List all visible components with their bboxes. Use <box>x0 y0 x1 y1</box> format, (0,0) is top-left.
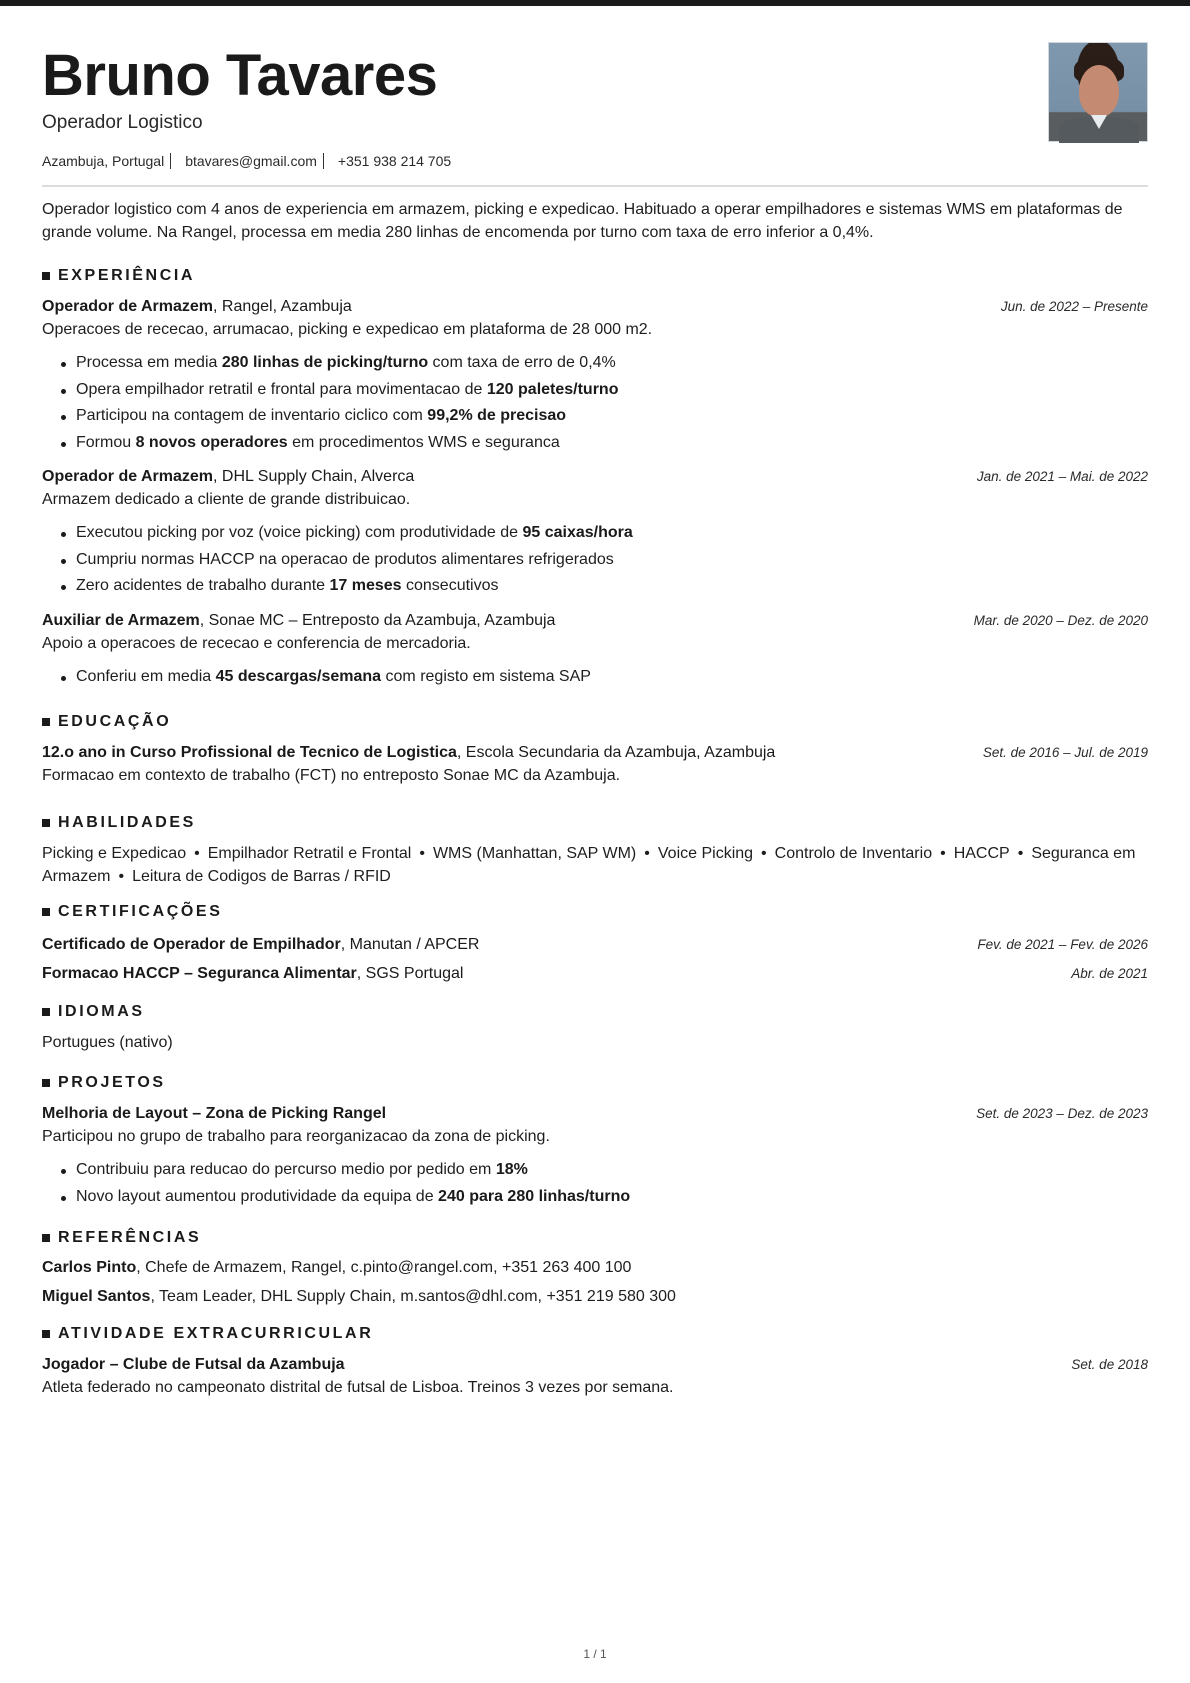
job-date: Jun. de 2022 – Presente <box>1000 299 1148 314</box>
degree-title: 12.o ano in Curso Profissional de Tecnico de Logistica <box>42 744 457 761</box>
skill-item: Seguranca em Armazem <box>42 845 1136 885</box>
reference-item: Miguel Santos, Team Leader, DHL Supply Chain, m.santos@dhl.com, +351 219 580 300 <box>42 1288 676 1305</box>
section-references <box>42 1228 1148 1311</box>
section-heading: EDUCAÇÃO <box>42 712 1148 732</box>
list-item: Novo layout aumentou produtividade da equipa de 240 para 280 linhas/turno <box>76 1184 1148 1211</box>
achievement-list <box>42 520 1148 600</box>
education-date: Set. de 2016 – Jul. de 2019 <box>982 745 1148 760</box>
project-description: Participou no grupo de trabalho para reorganizacao da zona de picking. <box>42 1128 550 1145</box>
job-title: Operador de Armazem <box>42 298 214 315</box>
list-item: Opera empilhador retratil e frontal para movimentacao de 120 paletes/turno <box>76 377 1148 404</box>
certification-name: Formacao HACCP – Seguranca Alimentar <box>42 965 357 982</box>
skill-item: Controlo de Inventario <box>774 845 933 862</box>
list-item: Processa em media 280 linhas de picking/turno com taxa de erro de 0,4% <box>76 350 1148 377</box>
project-date: Set. de 2023 – Dez. de 2023 <box>976 1106 1148 1121</box>
job-description: Apoio a operacoes de rececao e conferencia de mercadoria. <box>42 634 471 652</box>
section-heading: IDIOMAS <box>42 1002 1148 1022</box>
certification-issuer: , Manutan / APCER <box>340 936 480 953</box>
header-divider <box>42 185 1148 187</box>
contact-location: Azambuja, Portugal <box>42 153 165 169</box>
education-description: Formacao em contexto de trabalho (FCT) no entreposto Sonae MC da Azambuja. <box>42 767 621 784</box>
job-date: Mar. de 2020 – Dez. de 2020 <box>973 612 1148 628</box>
language-item: Portugues (nativo) <box>42 1034 173 1051</box>
section-heading: PROJETOS <box>42 1073 1148 1093</box>
experience-entry <box>42 609 1148 691</box>
achievement-list <box>42 1157 1148 1210</box>
job-title: Auxiliar de Armazem <box>42 611 200 629</box>
extracurricular-entry <box>42 1353 1148 1399</box>
section-heading: ATIVIDADE EXTRACURRICULAR <box>42 1324 1148 1344</box>
project-entry <box>42 1102 1148 1210</box>
section-heading: CERTIFICAÇÕES <box>42 902 1148 922</box>
resume-header <box>42 0 1148 186</box>
education-entry <box>42 741 1148 787</box>
skill-item: Picking e Expedicao <box>42 845 187 862</box>
certification-name: Certificado de Operador de Empilhador <box>42 936 341 953</box>
achievement-list <box>42 664 1148 691</box>
certification-date: Abr. de 2021 <box>1071 966 1148 981</box>
school-name: , Escola Secundaria da Azambuja, Azambuja <box>456 744 776 761</box>
job-description: Armazem dedicado a cliente de grande distribuicao. <box>42 491 411 508</box>
square-bullet-icon <box>42 1330 50 1338</box>
square-bullet-icon <box>42 718 50 726</box>
resume-page <box>42 0 1148 1399</box>
profile-photo <box>1048 42 1148 142</box>
skills-list: Picking e Expedicao • Empilhador Retratil e Frontal • WMS (Manhattan, SAP WM) • Voice Picking • Controlo de Inventario • HACCP • Seguranca em Armazem • Leitura de Codigos de Barras / RFID <box>42 845 1136 885</box>
achievement-list <box>42 350 1148 456</box>
square-bullet-icon <box>42 272 50 280</box>
section-certifications <box>42 902 1148 988</box>
project-name: Melhoria de Layout – Zona de Picking Rangel <box>42 1105 387 1122</box>
activity-name: Jogador – Clube de Futsal da Azambuja <box>42 1356 345 1373</box>
list-item: Cumpriu normas HACCP na operacao de produtos alimentares refrigerados <box>76 547 1148 574</box>
skill-item: Leitura de Codigos de Barras / RFID <box>132 868 391 885</box>
list-item: Contribuiu para reducao do percurso medio por pedido em 18% <box>76 1157 1148 1184</box>
skill-item: Empilhador Retratil e Frontal <box>207 845 412 862</box>
section-experience <box>42 266 1148 690</box>
skill-item: Voice Picking <box>657 845 754 862</box>
photo-face <box>1079 65 1119 117</box>
section-projects <box>42 1073 1148 1210</box>
job-org: , Rangel, Azambuja <box>213 298 352 315</box>
list-item: Zero acidentes de trabalho durante 17 meses consecutivos <box>76 573 1148 600</box>
certification-entry <box>42 930 1148 988</box>
section-education <box>42 712 1148 787</box>
square-bullet-icon <box>42 1008 50 1016</box>
page-indicator: 1 / 1 <box>583 1647 607 1661</box>
list-item: Executou picking por voz (voice picking) com produtividade de 95 caixas/hora <box>76 520 1148 547</box>
contact-phone[interactable]: +351 938 214 705 <box>337 153 452 169</box>
contact-separator <box>170 153 171 169</box>
contact-separator <box>323 153 324 169</box>
job-org: , Sonae MC – Entreposto da Azambuja, Azambuja <box>199 611 556 629</box>
activity-description: Atleta federado no campeonato distrital de futsal de Lisboa. Treinos 3 vezes por semana. <box>42 1379 674 1396</box>
activity-date: Set. de 2018 <box>1071 1357 1148 1372</box>
job-date: Jan. de 2021 – Mai. de 2022 <box>976 469 1148 484</box>
job-description: Operacoes de rececao, arrumacao, picking e expedicao em plataforma de 28 000 m2. <box>42 321 653 338</box>
square-bullet-icon <box>42 908 50 916</box>
skill-item: WMS (Manhattan, SAP WM) <box>432 845 637 862</box>
section-heading: HABILIDADES <box>42 813 1148 833</box>
references-list <box>42 1253 1148 1311</box>
experience-entry <box>42 295 1148 456</box>
certification-issuer: , SGS Portugal <box>356 965 464 982</box>
section-heading: REFERÊNCIAS <box>42 1228 1148 1248</box>
certification-date: Fev. de 2021 – Fev. de 2026 <box>977 937 1148 952</box>
job-title: Operador de Armazem <box>42 468 214 485</box>
candidate-role: Operador Logistico <box>42 112 203 133</box>
contact-line <box>42 152 451 170</box>
square-bullet-icon <box>42 1079 50 1087</box>
profile-summary: Operador logistico com 4 anos de experiencia em armazem, picking e expedicao. Habituado a operar empilhadores e sistemas WMS em plataformas de grande volume. Na Rangel, processa em media 280 linhas de encomenda por turno com taxa de erro inferior a 0,4%. <box>42 201 1123 241</box>
section-languages <box>42 1002 1148 1054</box>
list-item: Formou 8 novos operadores em procedimentos WMS e seguranca <box>76 430 1148 457</box>
section-extracurricular <box>42 1324 1148 1399</box>
experience-entry <box>42 465 1148 600</box>
square-bullet-icon <box>42 819 50 827</box>
job-org: , DHL Supply Chain, Alverca <box>213 468 415 485</box>
reference-item: Carlos Pinto, Chefe de Armazem, Rangel, c.pinto@rangel.com, +351 263 400 100 <box>42 1259 632 1276</box>
section-heading: EXPERIÊNCIA <box>42 266 1148 286</box>
contact-email[interactable]: btavares@gmail.com <box>185 153 317 169</box>
list-item: Participou na contagem de inventario ciclico com 99,2% de precisao <box>76 403 1148 430</box>
candidate-name: Bruno Tavares <box>42 43 438 108</box>
square-bullet-icon <box>42 1234 50 1242</box>
skill-item: HACCP <box>953 845 1010 862</box>
list-item: Conferiu em media 45 descargas/semana com registo em sistema SAP <box>76 664 1148 691</box>
section-skills <box>42 813 1148 888</box>
